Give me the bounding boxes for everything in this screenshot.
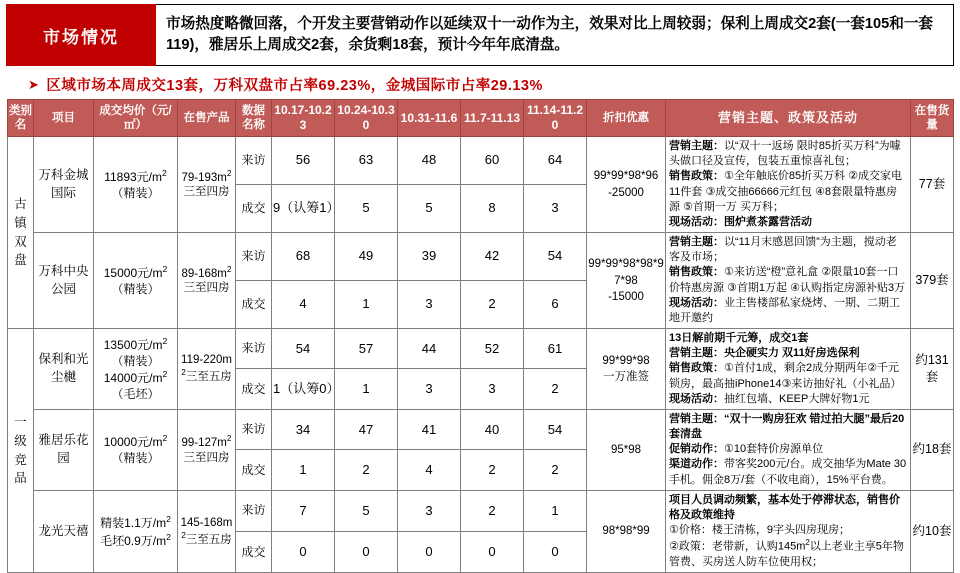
visit-value-cell: 60 <box>461 137 524 185</box>
marketing-cell <box>666 329 911 410</box>
avg-price-cell: 精装1.1万$/m^2$ 毛坯0.9万$/m^2$ <box>94 490 178 573</box>
visit-value-cell: 56 <box>272 137 335 185</box>
visit-value-cell: 40 <box>461 409 524 449</box>
visit-value-cell: 39 <box>398 233 461 281</box>
marketing-line: 促销动作：①10套特价房源单位 <box>669 443 824 456</box>
stock-cell: 约10套 <box>911 490 954 573</box>
table-row <box>8 137 954 185</box>
table-header <box>8 100 954 137</box>
deal-value-cell: 1 <box>335 281 398 329</box>
marketing-line: 现场活动：业主售楼部私家烧烤、一期、二期工地开邀约 <box>669 296 900 324</box>
visit-value-cell: 48 <box>398 137 461 185</box>
visit-value-cell: 63 <box>335 137 398 185</box>
project-name-cell: 龙光天禧 <box>34 490 94 573</box>
visit-value-cell: 1 <box>524 490 587 531</box>
visit-value-cell: 3 <box>398 490 461 531</box>
stock-cell: 379套 <box>911 233 954 329</box>
metric-label-visit: 来访 <box>236 490 272 531</box>
deal-value-cell: 1 <box>272 450 335 490</box>
deal-value-cell: 0 <box>335 532 398 573</box>
deal-value-cell: 2 <box>524 369 587 409</box>
discount-cell: 99*99*98*98*97*98 -15000 <box>587 233 666 329</box>
avg-price-cell: 10000元$/m^2$（精装） <box>94 409 178 490</box>
marketing-line: 项目人员调动频繁，基本处于停滞状态，销售价格及政策维持 <box>669 493 900 521</box>
metric-label-visit: 来访 <box>236 329 272 369</box>
metric-label-deal: 成交 <box>236 281 272 329</box>
avg-price-cell: 15000元$/m^2$（精装） <box>94 233 178 329</box>
marketing-cell <box>666 490 911 573</box>
project-name-cell: 万科金城国际 <box>34 137 94 233</box>
marketing-line: 渠道动作：带客奖200元/台。成交抽华为Mate 30手机。佣金8万/套（不收电商），15%平台费。 <box>669 458 907 486</box>
visit-value-cell: 61 <box>524 329 587 369</box>
slide-page <box>0 4 960 569</box>
visit-value-cell: 44 <box>398 329 461 369</box>
product-type-cell: $119-220m^2$三至五房 <box>178 329 236 410</box>
visit-value-cell: 47 <box>335 409 398 449</box>
product-type-cell: $79-193m^2$三至四房 <box>178 137 236 233</box>
deal-value-cell: 0 <box>398 532 461 573</box>
header-week-5: 11.14-11.20 <box>524 100 587 137</box>
header-discount: 折扣优惠 <box>587 100 666 137</box>
deal-value-cell: 9（认筹1） <box>272 185 335 233</box>
deal-value-cell: 3 <box>398 281 461 329</box>
header-project: 项目 <box>34 100 94 137</box>
deal-value-cell: 4 <box>272 281 335 329</box>
metric-label-visit: 来访 <box>236 233 272 281</box>
marketing-line: 营销主题：以“11月末感恩回馈”为主题，搅动老客及市场； <box>669 236 897 264</box>
project-name-cell: 万科中央公园 <box>34 233 94 329</box>
metric-label-deal: 成交 <box>236 532 272 573</box>
project-name-cell: 保利和光尘樾 <box>34 329 94 410</box>
project-name-cell: 雅居乐花园 <box>34 409 94 490</box>
table-row <box>8 233 954 281</box>
subtitle-row <box>28 74 960 95</box>
deal-value-cell: 2 <box>524 450 587 490</box>
header-product: 在售产品 <box>178 100 236 137</box>
header-week-1: 10.17-10.23 <box>272 100 335 137</box>
visit-value-cell: 68 <box>272 233 335 281</box>
header-stock: 在售货量 <box>911 100 954 137</box>
category-cell: 古 镇 双 盘 <box>8 137 34 329</box>
visit-value-cell: 7 <box>272 490 335 531</box>
marketing-line: ①价格：楼王清栋，9字头四房现房； <box>669 524 850 537</box>
product-type-cell: $89-168m^2$三至四房 <box>178 233 236 329</box>
visit-value-cell: 54 <box>524 409 587 449</box>
visit-value-cell: 34 <box>272 409 335 449</box>
deal-value-cell: 4 <box>398 450 461 490</box>
deal-value-cell: 1（认筹0） <box>272 369 335 409</box>
marketing-cell <box>666 137 911 233</box>
arrow-bullet-icon: ➤ <box>28 76 40 92</box>
avg-price-cell: 11893元$/m^2$（精装） <box>94 137 178 233</box>
discount-cell: 99*99*98*96 -25000 <box>587 137 666 233</box>
deal-value-cell: 0 <box>272 532 335 573</box>
market-situation-banner <box>6 4 954 66</box>
metric-label-deal: 成交 <box>236 450 272 490</box>
marketing-line: 现场活动：围炉煮茶露营活动 <box>669 215 812 228</box>
header-avg-price: 成交均价（元/㎡） <box>94 100 178 137</box>
deal-value-cell: 5 <box>398 185 461 233</box>
discount-cell: 99*99*98 一万准签 <box>587 329 666 410</box>
discount-cell: 95*98 <box>587 409 666 490</box>
product-type-cell: $145-168m^2$三至五房 <box>178 490 236 573</box>
header-metric: 数据名称 <box>236 100 272 137</box>
marketing-line: 营销主题：央企硬实力 双11好房选保利 <box>669 347 860 360</box>
banner-tag-label: 市场情况 <box>6 4 156 66</box>
deal-value-cell: 3 <box>524 185 587 233</box>
header-week-4: 11.7-11.13 <box>461 100 524 137</box>
visit-value-cell: 54 <box>272 329 335 369</box>
deal-value-cell: 2 <box>461 450 524 490</box>
visit-value-cell: 52 <box>461 329 524 369</box>
header-row <box>8 100 954 137</box>
stock-cell: 约18套 <box>911 409 954 490</box>
marketing-line: ②政策：老带新，认购$145m^2$以上老业主享5年物管费、买房送人防车位使用权； <box>669 538 904 569</box>
table-row <box>8 490 954 531</box>
market-comparison-table <box>7 99 954 573</box>
subtitle-text: 区域市场本周成交13套，万科双盘市占率69.23%，金城国际市占率29.13% <box>46 78 543 94</box>
metric-label-deal: 成交 <box>236 369 272 409</box>
deal-value-cell: 6 <box>524 281 587 329</box>
header-marketing: 营销主题、政策及活动 <box>666 100 911 137</box>
marketing-line: 销售政策：①来访送“橙”意礼盒 ②限量10套一口价特惠房源 ③首期1万起 ④认购指定房源补贴3万 <box>669 266 906 294</box>
deal-value-cell: 2 <box>461 281 524 329</box>
visit-value-cell: 42 <box>461 233 524 281</box>
visit-value-cell: 64 <box>524 137 587 185</box>
deal-value-cell: 8 <box>461 185 524 233</box>
deal-value-cell: 0 <box>524 532 587 573</box>
metric-label-visit: 来访 <box>236 409 272 449</box>
visit-value-cell: 2 <box>461 490 524 531</box>
metric-label-visit: 来访 <box>236 137 272 185</box>
marketing-line: 销售政策：①首付1成，剩余2成分期两年②千元锁房，最高抽iPhone14③来访抽好礼（小礼品） <box>669 362 902 390</box>
avg-price-cell: 13500元$/m^2$（精装） 14000元$/m^2$（毛坯） <box>94 329 178 410</box>
table-row <box>8 409 954 449</box>
metric-label-deal: 成交 <box>236 185 272 233</box>
category-cell: 一 级 竞 品 <box>8 329 34 573</box>
visit-value-cell: 49 <box>335 233 398 281</box>
visit-value-cell: 57 <box>335 329 398 369</box>
banner-body <box>156 4 954 66</box>
stock-cell: 77套 <box>911 137 954 233</box>
stock-cell: 约131套 <box>911 329 954 410</box>
table-body <box>8 137 954 573</box>
deal-value-cell: 2 <box>335 450 398 490</box>
visit-value-cell: 54 <box>524 233 587 281</box>
marketing-line: 现场活动：抽红包墙、KEEP大牌好物1元 <box>669 392 870 405</box>
deal-value-cell: 0 <box>461 532 524 573</box>
marketing-line: 销售政策：①全年触底价85折买万科 ②成交家电11件套 ③成交抽66666元红包 ④8套限量特惠房源 ⑤首期一万 买万科； <box>669 170 903 213</box>
visit-value-cell: 41 <box>398 409 461 449</box>
deal-value-cell: 1 <box>335 369 398 409</box>
marketing-line: 营销主题：以“双十一返场 限时85折买万科”为噱头做口径及宣传，包装五重惊喜礼包； <box>669 140 901 168</box>
table-row <box>8 329 954 369</box>
header-category: 类别名 <box>8 100 34 137</box>
marketing-cell <box>666 233 911 329</box>
deal-value-cell: 3 <box>461 369 524 409</box>
product-type-cell: $99-127m^2$三至四房 <box>178 409 236 490</box>
marketing-line: 13日解前期千元筹，成交1套 <box>669 332 809 345</box>
marketing-cell <box>666 409 911 490</box>
visit-value-cell: 5 <box>335 490 398 531</box>
deal-value-cell: 5 <box>335 185 398 233</box>
marketing-line: 营销主题：“双十一购房狂欢 错过拍大腿”最后20套清盘 <box>669 412 905 441</box>
header-week-3: 10.31-11.6 <box>398 100 461 137</box>
deal-value-cell: 3 <box>398 369 461 409</box>
banner-summary-text: 市场热度略微回落，个开发主要营销动作以延续双十一动作为主，效果对比上周较弱；保利上周成交2套(一套105和一套119)，雅居乐上周成交2套，余货剩18套，预计今年年底清盘。 <box>166 15 934 53</box>
header-week-2: 10.24-10.30 <box>335 100 398 137</box>
discount-cell: 98*98*99 <box>587 490 666 573</box>
